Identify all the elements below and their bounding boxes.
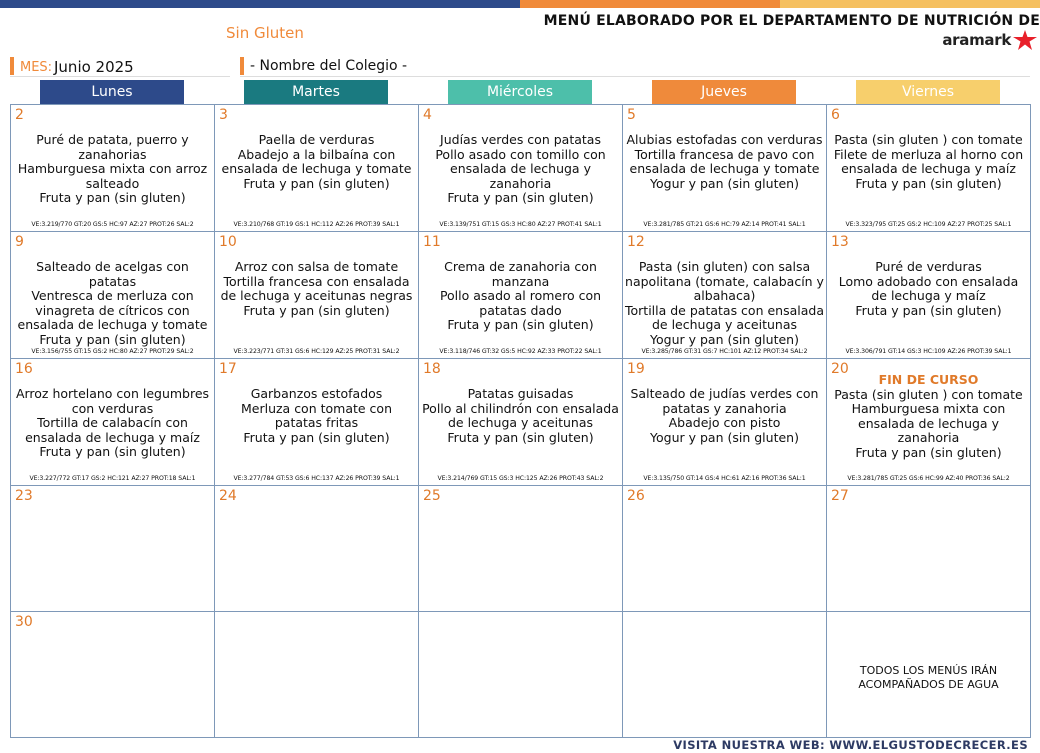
calendar-cell <box>826 358 1031 486</box>
menu-items <box>421 133 620 206</box>
day-number: 26 <box>627 488 645 504</box>
calendar-cell <box>10 485 215 612</box>
calendar-cell <box>826 231 1031 359</box>
menu-items <box>13 387 212 460</box>
menu-dish: Salteado de acelgas con patatas <box>36 259 189 289</box>
menu-dish: Fruta y pan (sin gluten) <box>243 175 390 191</box>
top-bar-yellow <box>780 0 1040 8</box>
day-number: 25 <box>423 488 441 504</box>
calendar-cell <box>10 231 215 359</box>
top-bar-orange <box>520 0 780 8</box>
menu-dish: Puré de verduras <box>875 259 982 274</box>
day-number: 13 <box>831 234 849 250</box>
menu-items <box>829 133 1028 191</box>
month-label: MES: <box>20 60 53 75</box>
nutrition-info: VE:3.323/795 GT:25 GS:2 HC:109 AZ:27 PROT:25 SAL:1 <box>845 221 1012 228</box>
school-accent-bar <box>240 57 244 75</box>
menu-dish: Fruta y pan (sin gluten) <box>447 317 594 333</box>
menu-items <box>625 260 824 348</box>
nutrition-info: VE:3.227/772 GT:17 GS:2 HC:121 AZ:27 PROT:18 SAL:1 <box>29 475 196 482</box>
calendar-cell <box>826 485 1031 612</box>
menu-dish: Arroz hortelano con legumbres con verduras <box>15 386 210 416</box>
menu-dish: Pollo asado al romero con patatas dado <box>439 288 602 318</box>
note-line: ACOMPAÑADOS DE AGUA <box>858 678 999 691</box>
menu-dish: Fruta y pan (sin gluten) <box>447 429 594 445</box>
menu-dish: Fruta y pan (sin gluten) <box>243 302 390 318</box>
menu-dish: Yogur y pan (sin gluten) <box>650 331 799 347</box>
calendar-cell <box>826 611 1031 738</box>
day-number: 30 <box>15 614 33 630</box>
page-title: MENÚ ELABORADO POR EL DEPARTAMENTO DE NUTRICIÓN DE <box>543 13 1040 29</box>
month-underline <box>10 76 230 77</box>
nutrition-info: VE:3.277/784 GT:53 GS:6 HC:137 AZ:26 PROT:39 SAL:1 <box>233 475 400 482</box>
nutrition-info: VE:3.214/769 GT:15 GS:3 HC:125 AZ:26 PROT:43 SAL:2 <box>437 475 604 482</box>
day-number: 16 <box>15 361 33 377</box>
day-number: 3 <box>219 107 228 123</box>
month-value: Junio 2025 <box>54 58 134 76</box>
day-number: 11 <box>423 234 441 250</box>
menu-dish: Hamburguesa mixta con ensalada de lechuga y zanahoria <box>851 401 1006 446</box>
menu-dish: Merluza con tomate con patatas fritas <box>240 400 392 431</box>
menu-dish: Garbanzos estofados <box>250 386 383 401</box>
special-event-label: FIN DE CURSO <box>878 372 979 387</box>
menu-dish: Abadejo con pisto <box>668 415 781 431</box>
day-number: 18 <box>423 361 441 377</box>
day-number: 12 <box>627 234 645 250</box>
day-header-1: Martes <box>244 80 388 104</box>
menu-dish: Tortilla de calabacín con ensalada de lechuga y maíz <box>25 415 200 445</box>
logo-text: aramark <box>942 31 1011 49</box>
menu-dish: Crema de zanahoria con manzana <box>444 259 597 289</box>
menu-dish: Ventresca de merluza con vinagreta de cítricos con ensalada de lechuga y tomate <box>17 288 208 333</box>
calendar-cell <box>622 358 827 486</box>
calendar-cell <box>622 104 827 232</box>
nutrition-info: VE:3.156/755 GT:15 GS:2 HC:80 AZ:27 PROT:29 SAL:2 <box>31 348 194 355</box>
menu-items <box>217 387 416 445</box>
menu-dish: Pasta (sin gluten ) con tomate <box>834 386 1023 402</box>
day-number: 23 <box>15 488 33 504</box>
star-person-icon <box>1012 29 1038 51</box>
menu-dish: Hamburguesa mixta con arroz salteado <box>17 161 208 191</box>
menu-dish: Puré de patata, puerro y zanahorias <box>36 132 189 162</box>
calendar-cell <box>418 485 623 612</box>
menu-dish: Pasta (sin gluten ) con tomate <box>834 132 1023 147</box>
menu-dish: Fruta y pan (sin gluten) <box>447 190 594 206</box>
nutrition-info: VE:3.135/750 GT:14 GS:4 HC:61 AZ:16 PROT:36 SAL:1 <box>643 475 806 482</box>
menu-dish: Judías verdes con patatas <box>440 132 601 147</box>
top-bar-blue <box>0 0 520 8</box>
month-accent-bar <box>10 57 14 75</box>
menu-items <box>625 133 824 191</box>
calendar-cell <box>214 611 419 738</box>
menu-items <box>217 133 416 191</box>
top-color-bar <box>0 0 1040 8</box>
menu-dish: Fruta y pan (sin gluten) <box>39 190 186 206</box>
calendar-cell <box>418 231 623 359</box>
menu-dish: Fruta y pan (sin gluten) <box>855 444 1002 460</box>
water-note <box>827 664 1030 692</box>
day-number: 17 <box>219 361 237 377</box>
website-footer: VISITA NUESTRA WEB: WWW.ELGUSTODECRECER.ES <box>673 738 1028 752</box>
menu-items <box>217 260 416 318</box>
day-number: 24 <box>219 488 237 504</box>
nutrition-info: VE:3.281/785 GT:25 GS:6 HC:99 AZ:40 PROT:36 SAL:2 <box>847 475 1010 482</box>
nutrition-info: VE:3.306/791 GT:14 GS:3 HC:109 AZ:26 PROT:39 SAL:1 <box>845 348 1012 355</box>
day-header-2: Miércoles <box>448 80 592 104</box>
calendar-cell <box>10 104 215 232</box>
menu-dish: Arroz con salsa de tomate <box>234 259 399 274</box>
menu-items <box>421 260 620 333</box>
menu-dish: Salteado de judías verdes con patatas y zanahoria <box>630 386 819 416</box>
calendar-cell <box>418 358 623 486</box>
nutrition-info: VE:3.219/770 GT:20 GS:5 HC:97 AZ:27 PROT:26 SAL:2 <box>31 221 194 228</box>
menu-dish: Fruta y pan (sin gluten) <box>855 175 1002 191</box>
menu-dish: Yogur y pan (sin gluten) <box>650 429 799 445</box>
calendar-cell <box>214 231 419 359</box>
day-number: 4 <box>423 107 432 123</box>
menu-dish: Abadejo a la bilbaína con ensalada de lechuga y tomate <box>221 146 412 177</box>
note-line: TODOS LOS MENÚS IRÁN <box>859 664 998 677</box>
aramark-logo <box>942 29 1038 51</box>
menu-items <box>829 373 1028 461</box>
calendar-cell <box>622 485 827 612</box>
menu-items <box>625 387 824 445</box>
menu-dish: Fruta y pan (sin gluten) <box>243 429 390 445</box>
menu-dish: Patatas guisadas <box>467 386 574 401</box>
menu-items <box>13 260 212 348</box>
calendar-cell <box>418 611 623 738</box>
day-number: 5 <box>627 107 636 123</box>
menu-dish: Pasta (sin gluten) con salsa napolitana (tomate, calabacín y albahaca) <box>625 259 824 304</box>
menu-dish: Alubias estofadas con verduras <box>626 132 823 147</box>
menu-dish: Filete de merluza al horno con ensalada de lechuga y maíz <box>833 146 1024 177</box>
nutrition-info: VE:3.281/785 GT:21 GS:6 HC:79 AZ:14 PROT:41 SAL:1 <box>643 221 806 228</box>
day-number: 6 <box>831 107 840 123</box>
nutrition-info: VE:3.118/746 GT:32 GS:5 HC:92 AZ:33 PROT:22 SAL:1 <box>439 348 602 355</box>
day-header-0: Lunes <box>40 80 184 104</box>
menu-items <box>829 260 1028 318</box>
calendar-cell <box>214 104 419 232</box>
day-number: 2 <box>15 107 24 123</box>
menu-dish: Tortilla de patatas con ensalada de lechuga y aceitunas <box>625 302 824 333</box>
day-number: 19 <box>627 361 645 377</box>
calendar-cell <box>826 104 1031 232</box>
calendar-cell <box>10 611 215 738</box>
menu-dish: Lomo adobado con ensalada de lechuga y maíz <box>838 273 1019 304</box>
calendar-cell <box>418 104 623 232</box>
day-number: 27 <box>831 488 849 504</box>
calendar-cell <box>622 611 827 738</box>
day-number: 10 <box>219 234 237 250</box>
nutrition-info: VE:3.210/768 GT:19 GS:1 HC:112 AZ:26 PROT:39 SAL:1 <box>233 221 400 228</box>
calendar-cell <box>10 358 215 486</box>
school-name: - Nombre del Colegio - <box>250 58 408 74</box>
menu-subtitle: Sin Gluten <box>226 24 304 42</box>
menu-dish: Pollo asado con tomillo con ensalada de lechuga y zanahoria <box>435 146 606 191</box>
menu-dish: Tortilla francesa con ensalada de lechuga y aceitunas negras <box>220 273 413 304</box>
day-number: 9 <box>15 234 24 250</box>
calendar-cell <box>622 231 827 359</box>
nutrition-info: VE:3.223/771 GT:31 GS:6 HC:129 AZ:25 PROT:31 SAL:2 <box>233 348 400 355</box>
menu-items <box>13 133 212 206</box>
day-header-4: Viernes <box>856 80 1000 104</box>
menu-items <box>421 387 620 445</box>
menu-dish: Yogur y pan (sin gluten) <box>650 175 799 191</box>
menu-dish: Fruta y pan (sin gluten) <box>855 302 1002 318</box>
nutrition-info: VE:3.139/751 GT:15 GS:3 HC:80 AZ:27 PROT:41 SAL:1 <box>439 221 602 228</box>
calendar-grid <box>10 104 1030 737</box>
day-header-3: Jueves <box>652 80 796 104</box>
school-underline <box>240 76 1030 77</box>
calendar-cell <box>214 485 419 612</box>
menu-dish: Pollo al chilindrón con ensalada de lechuga y aceitunas <box>422 400 619 431</box>
calendar-cell <box>214 358 419 486</box>
menu-dish: Paella de verduras <box>258 132 375 147</box>
menu-dish: Fruta y pan (sin gluten) <box>39 444 186 460</box>
day-number: 20 <box>831 361 849 377</box>
menu-dish: Fruta y pan (sin gluten) <box>39 331 186 347</box>
nutrition-info: VE:3.285/786 GT:31 GS:7 HC:101 AZ:12 PROT:34 SAL:2 <box>641 348 808 355</box>
menu-dish: Tortilla francesa de pavo con ensalada de lechuga y tomate <box>629 146 820 177</box>
